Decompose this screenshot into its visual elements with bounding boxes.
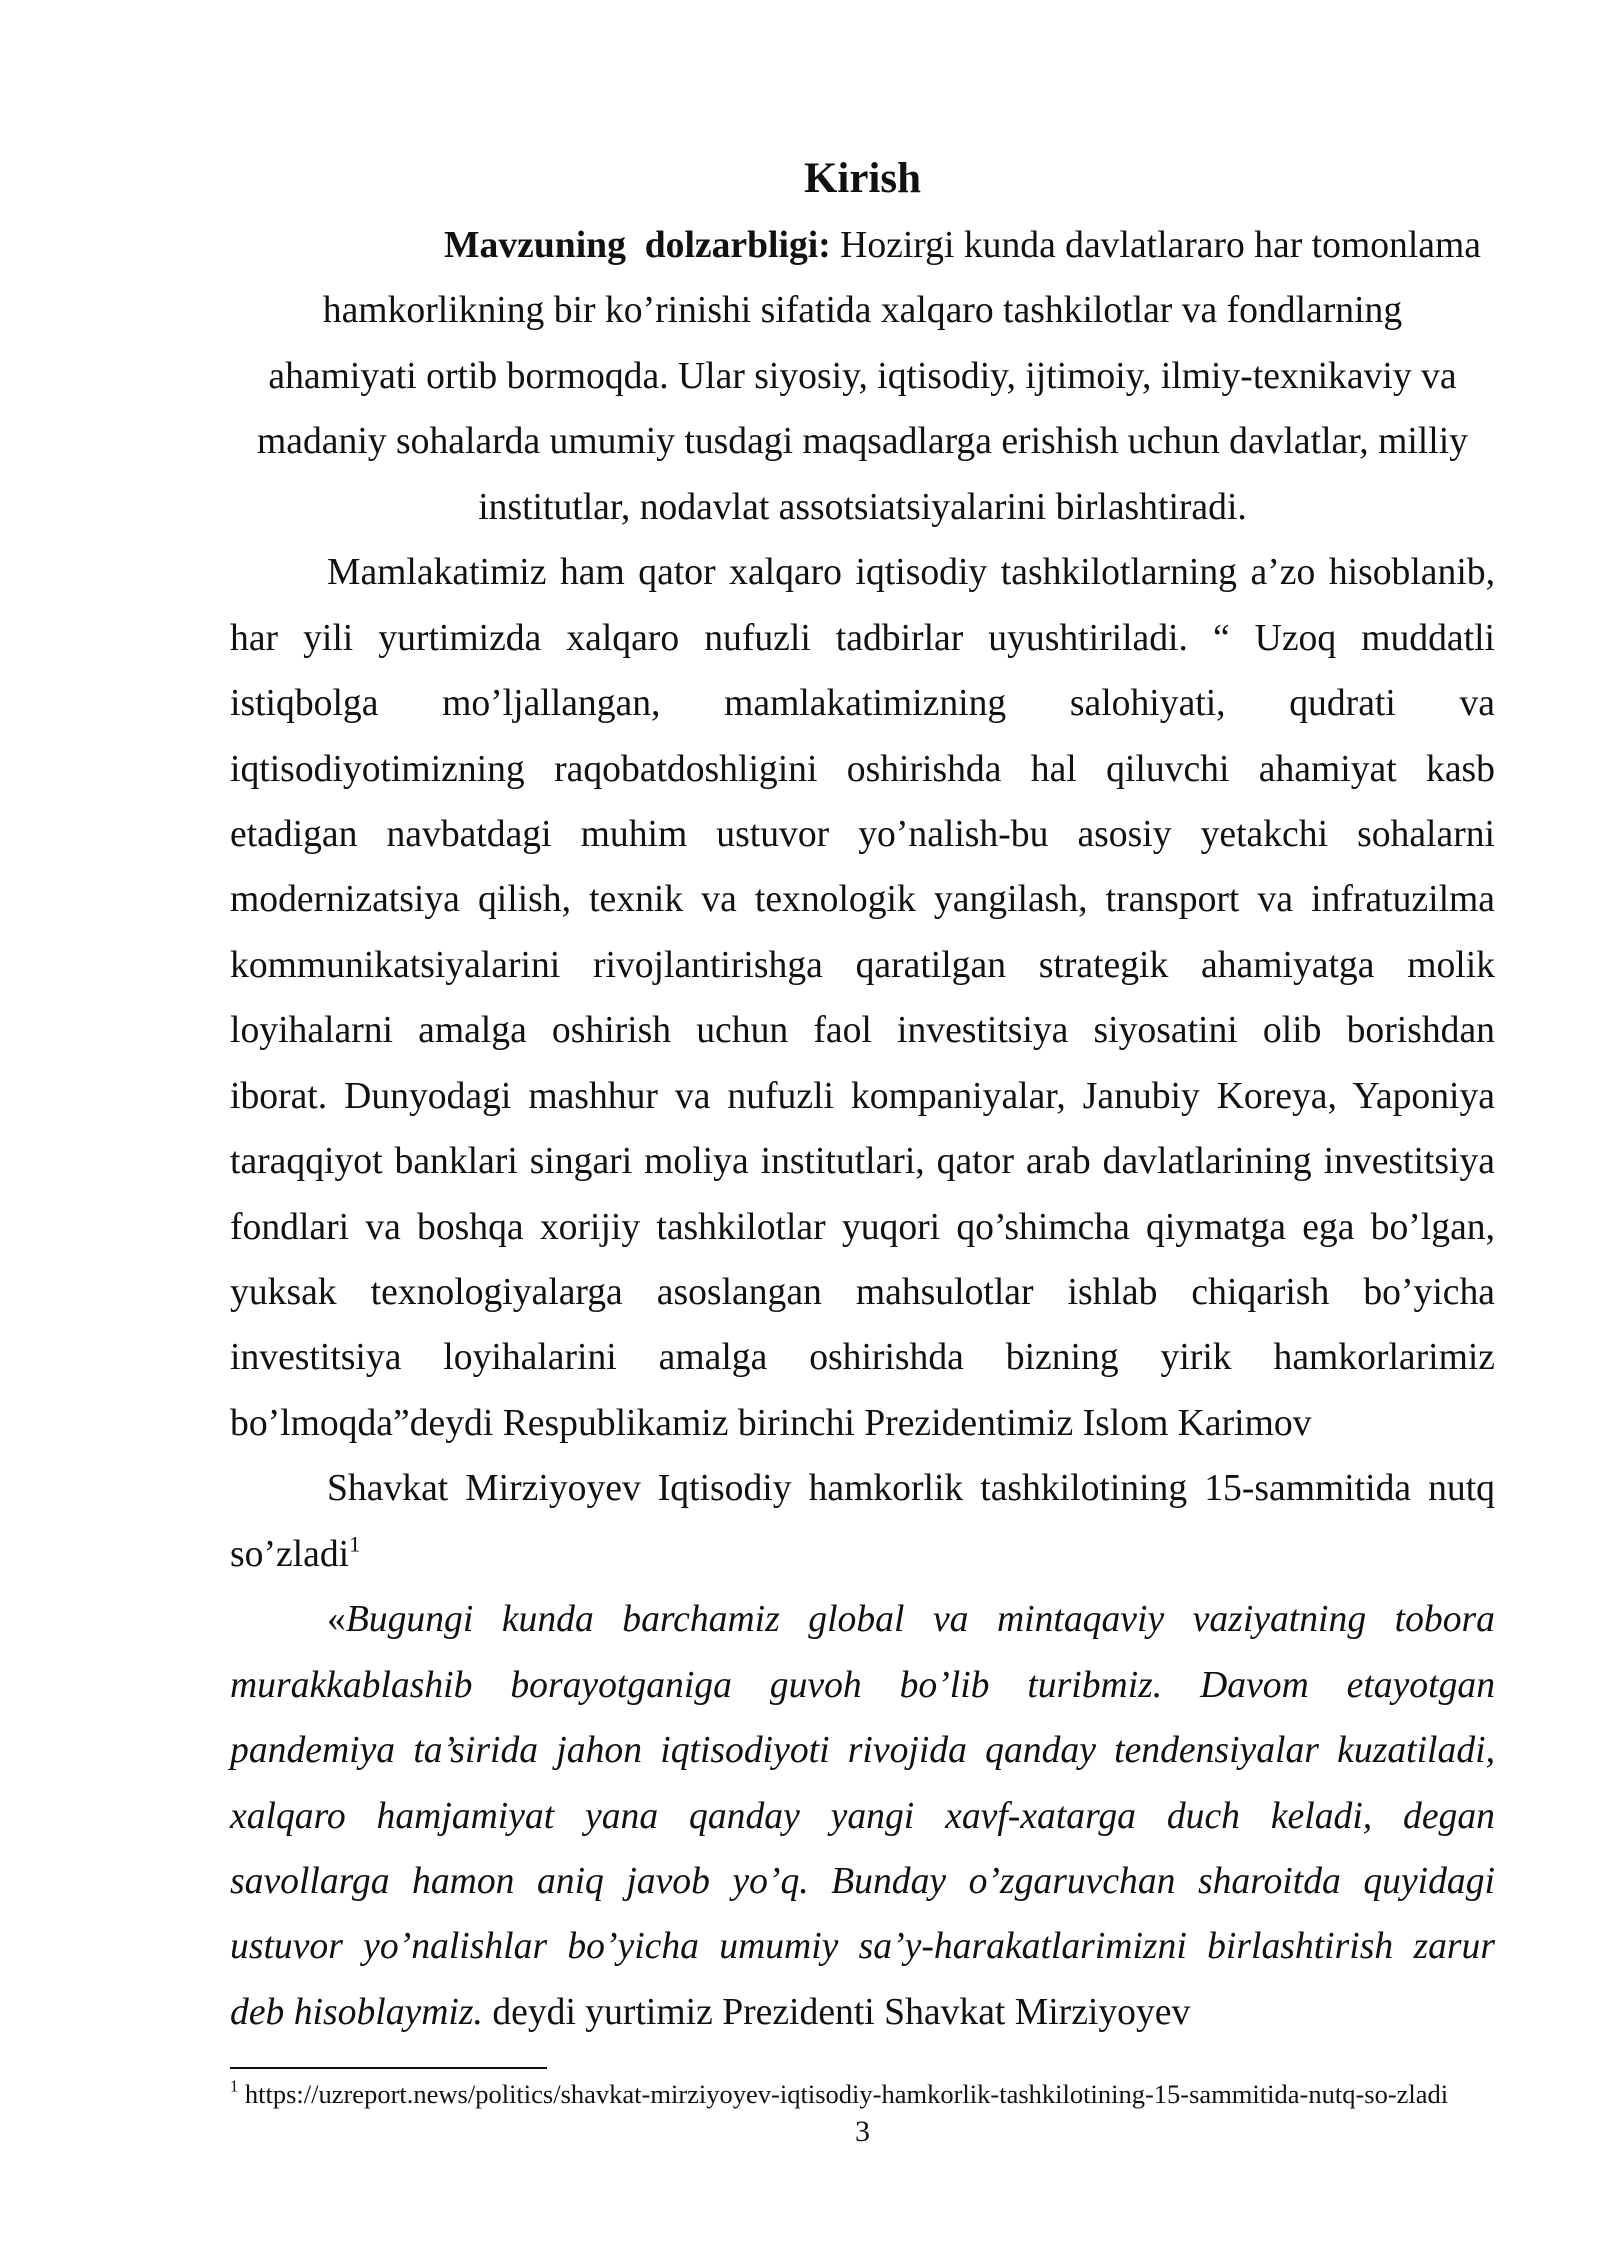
intro-text: Hozirgi kunda davlatlararo har tomonlama xyxy=(840,224,1481,266)
intro-paragraph xyxy=(230,213,1495,540)
paragraph-line: murakkablashib borayotganiga guvoh bo’lib turibmiz. Davom etayotgan xyxy=(230,1663,1495,1706)
paragraph-text: so’zladi xyxy=(230,1532,350,1575)
paragraph-line: Shavkat Mirziyoyev Iqtisodiy hamkorlik tashkilotining 15-sammitida nutq xyxy=(327,1467,1495,1510)
quote-paragraph xyxy=(230,1587,1495,2045)
paragraph-line: yuksak texnologiyalarga asoslangan mahsulotlar ishlab chiqarish bo’yicha xyxy=(230,1271,1495,1313)
paragraph-line: iborat. Dunyodagi mashhur va nufuzli kompaniyalar, Janubiy Koreya, Yaponiya xyxy=(230,1074,1495,1117)
paragraph-line xyxy=(230,1587,1495,1652)
paragraph-line: pandemiya ta’sirida jahon iqtisodiyoti rivojida qanday tendensiyalar kuzatiladi, xyxy=(230,1729,1495,1772)
footnote-reference: 1 xyxy=(349,1531,361,1557)
document-body xyxy=(230,213,1495,2045)
paragraph-line: ahamiyati ortib bormoqda. Ular siyosiy, iqtisodiy, ijtimoiy, ilmiy-texnikaviy va xyxy=(268,354,1457,397)
paragraph-line: istiqbolga mo’ljallangan, mamlakatimizning salohiyati, qudrati va xyxy=(230,682,1495,725)
paragraph-3 xyxy=(230,1456,1495,1587)
paragraph-line: fondlari va boshqa xorijiy tashkilotlar yuqori qo’shimcha qiymatga ega bo’lgan, xyxy=(230,1205,1495,1248)
paragraph-line: madaniy sohalarda umumiy tusdagi maqsadlarga erishish uchun davlatlar, milliy xyxy=(257,420,1468,463)
paragraph-line: hamkorlikning bir ko’rinishi sifatida xalqaro tashkilotlar va fondlarning xyxy=(322,289,1403,332)
paragraph-line: investitsiya loyihalarini amalga oshirishda bizning yirik hamkorlarimiz xyxy=(230,1336,1495,1379)
quote-closing: deb hisoblaymiz. xyxy=(230,1990,483,2033)
footnote-marker: 1 xyxy=(230,2076,239,2096)
footnote xyxy=(230,2077,1495,2111)
paragraph-line: taraqqiyot banklari singari moliya institutlari, qator arab davlatlarining investitsiya xyxy=(230,1140,1495,1183)
intro-label: Mavzuning dolzarbligi: xyxy=(444,224,831,266)
paragraph-line: institutlar, nodavlat assotsiatsiyalarini birlashtiradi. xyxy=(478,485,1247,528)
footnote-separator xyxy=(230,2067,547,2069)
quote-open-mark: « xyxy=(327,1598,346,1641)
paragraph-line xyxy=(230,1522,1495,1587)
paragraph-line: iqtisodiyotimizning raqobatdoshligini oshirishda hal qiluvchi ahamiyat kasb xyxy=(230,747,1495,790)
paragraph-line xyxy=(230,213,1495,278)
paragraph-line: etadigan navbatdagi muhim ustuvor yo’nalish-bu asosiy yetakchi sohalarni xyxy=(230,812,1495,855)
quote-text: Bugungi kunda barchamiz global va mintaqaviy vaziyatning tobora xyxy=(345,1598,1495,1641)
paragraph-line: xalqaro hamjamiyat yana qanday yangi xavf-xatarga duch keladi, degan xyxy=(230,1794,1495,1837)
footnote-url: https://uzreport.news/politics/shavkat-mirziyoyev-iqtisodiy-hamkorlik-tashkilotining-15-sammitida-nutq-so-zladi xyxy=(244,2079,1449,2109)
paragraph-line: kommunikatsiyalarini rivojlantirishga qaratilgan strategik ahamiyatga molik xyxy=(230,943,1495,986)
paragraph-line: loyihalarni amalga oshirish uchun faol investitsiya siyosatini olib borishdan xyxy=(230,1009,1495,1052)
paragraph-2 xyxy=(230,540,1495,1456)
paragraph-line: ustuvor yo’nalishlar bo’yicha umumiy sa’y-harakatlarimizni birlashtirish zarur xyxy=(230,1925,1495,1968)
heading-title: Kirish xyxy=(803,155,922,202)
paragraph-line: har yili yurtimizda xalqaro nufuzli tadbirlar uyushtiriladi. “ Uzoq muddatli xyxy=(230,616,1495,659)
paragraph-line: savollarga hamon aniq javob yo’q. Bunday o’zgaruvchan sharoitda quyidagi xyxy=(230,1859,1495,1902)
paragraph-line: Mamlakatimiz ham qator xalqaro iqtisodiy tashkilotlarning a’zo hisoblanib, xyxy=(327,551,1495,594)
paragraph-line: bo’lmoqda”deydi Respublikamiz birinchi Prezidentimiz Islom Karimov xyxy=(230,1401,1312,1444)
quote-attribution: deydi yurtimiz Prezidenti Shavkat Mirziyoyev xyxy=(492,1990,1191,2033)
page-number: 3 xyxy=(855,2115,870,2148)
paragraph-line xyxy=(230,1980,1495,2045)
paragraph-line: modernizatsiya qilish, texnik va texnologik yangilash, transport va infratuzilma xyxy=(230,878,1495,921)
